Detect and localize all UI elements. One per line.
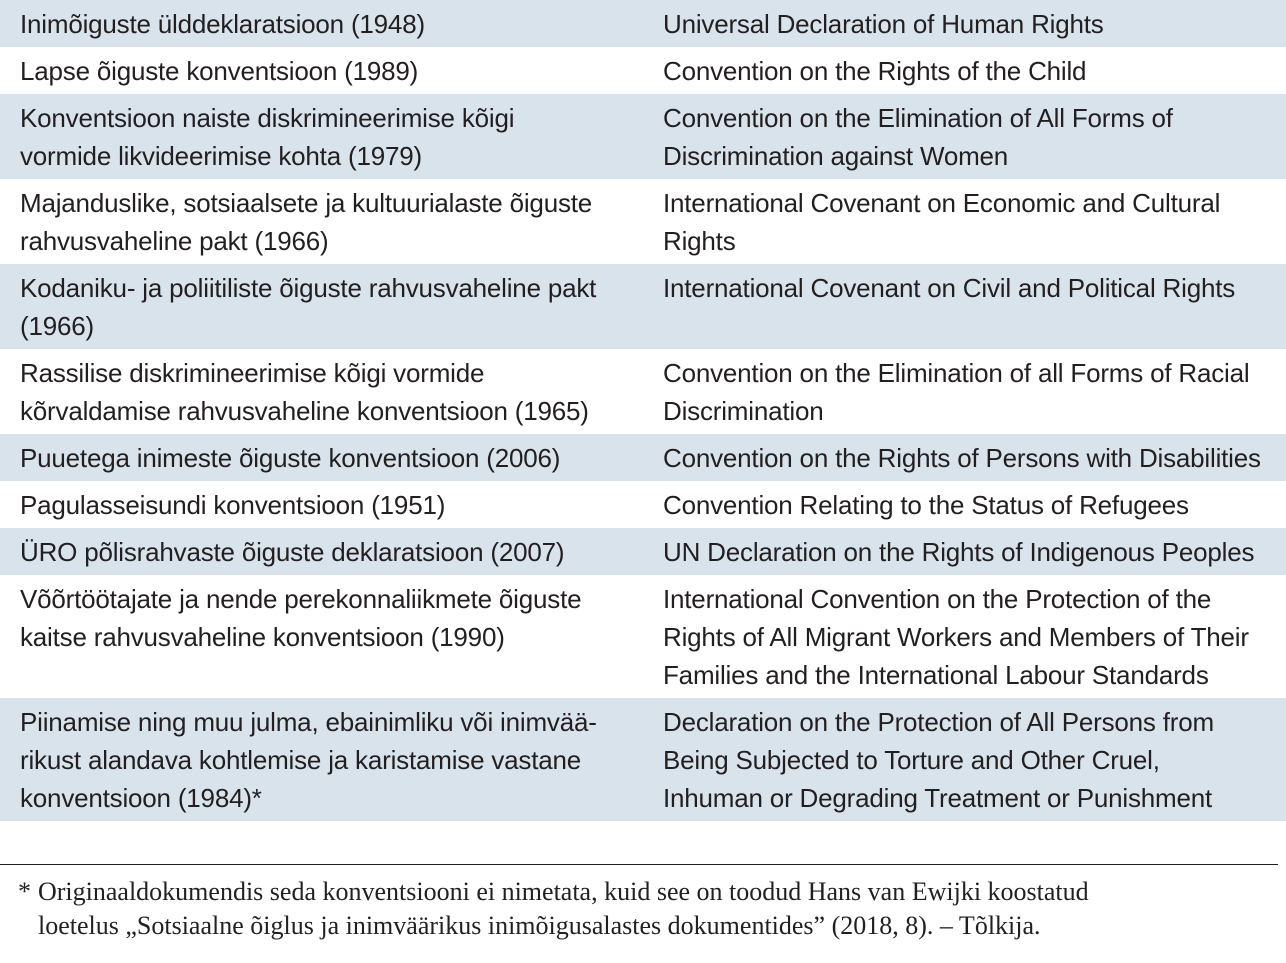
footnote-text-1: Originaaldokumendis seda konventsiooni ei nimetata, kuid see on toodud Hans van Ewijki koostatud xyxy=(38,877,1089,906)
table-row xyxy=(0,528,1286,575)
table-row xyxy=(0,434,1286,481)
english-title-cell: International Convention on the Protection of the Rights of All Migrant Workers and Members of Their Families and the International Labour Standards xyxy=(663,584,1249,690)
table-row xyxy=(0,575,1286,698)
estonian-title-cell: Pagulasseisundi konventsioon (1951) xyxy=(20,490,446,520)
table-row xyxy=(0,698,1286,821)
estonian-title-cell: Piinamise ning muu julma, ebainimliku või inimvää- rikust alandava kohtlemise ja karistamise vastane konventsioon (1984)* xyxy=(20,707,597,813)
english-title-cell: Convention on the Rights of Persons with Disabilities xyxy=(663,443,1261,473)
estonian-title-cell: Puuetega inimeste õiguste konventsioon (2006) xyxy=(20,443,561,473)
table-row xyxy=(0,179,1286,264)
english-title-cell: Convention on the Rights of the Child xyxy=(663,56,1087,86)
table-row xyxy=(0,47,1286,94)
english-title-cell: International Covenant on Economic and Cultural Rights xyxy=(663,188,1221,256)
estonian-title-cell: Majanduslike, sotsiaalsete ja kultuurialaste õiguste rahvusvaheline pakt (1966) xyxy=(20,188,593,256)
footnote xyxy=(18,875,1282,943)
estonian-title-cell: Rassilise diskrimineerimise kõigi vormide kõrvaldamise rahvusvaheline konventsioon (1965) xyxy=(20,358,589,426)
english-title-cell: UN Declaration on the Rights of Indigenous Peoples xyxy=(663,537,1255,567)
english-title-cell: International Covenant on Civil and Political Rights xyxy=(663,273,1236,303)
english-title-cell: Convention on the Elimination of All Forms of Discrimination against Women xyxy=(663,103,1173,171)
english-title-cell: Convention Relating to the Status of Refugees xyxy=(663,490,1189,520)
english-title-cell: Declaration on the Protection of All Persons from Being Subjected to Torture and Other Cruel, Inhuman or Degrading Treatment or Punishment xyxy=(663,707,1214,813)
table-row xyxy=(0,349,1286,434)
footnote-mark: * xyxy=(18,877,31,906)
table-row xyxy=(0,0,1286,47)
english-title-cell: Convention on the Elimination of all Forms of Racial Discrimination xyxy=(663,358,1250,426)
table-row xyxy=(0,94,1286,179)
table-row xyxy=(0,481,1286,528)
estonian-title-cell: Kodaniku- ja poliitiliste õiguste rahvusvaheline pakt (1966) xyxy=(20,273,597,341)
estonian-title-cell: Lapse õiguste konventsioon (1989) xyxy=(20,56,419,86)
estonian-title-cell: Inimõiguste ülddeklaratsioon (1948) xyxy=(20,9,425,39)
estonian-title-cell: Konventsioon naiste diskrimineerimise kõigi vormide likvideerimise kohta (1979) xyxy=(20,103,515,171)
footnote-divider xyxy=(0,864,1278,865)
estonian-title-cell: ÜRO põlisrahvaste õiguste deklaratsioon (2007) xyxy=(20,537,565,567)
table-row xyxy=(0,264,1286,349)
footnote-line-1 xyxy=(18,875,1282,909)
footnote-line-2: loetelus „Sotsiaalne õiglus ja inimväärikus inimõigusalastes dokumentides” (2018, 8). – Tõlkija. xyxy=(38,911,1041,940)
english-title-cell: Universal Declaration of Human Rights xyxy=(663,9,1104,39)
estonian-title-cell: Võõrtöötajate ja nende perekonnaliikmete õiguste kaitse rahvusvaheline konventsioon (1990) xyxy=(20,584,582,652)
